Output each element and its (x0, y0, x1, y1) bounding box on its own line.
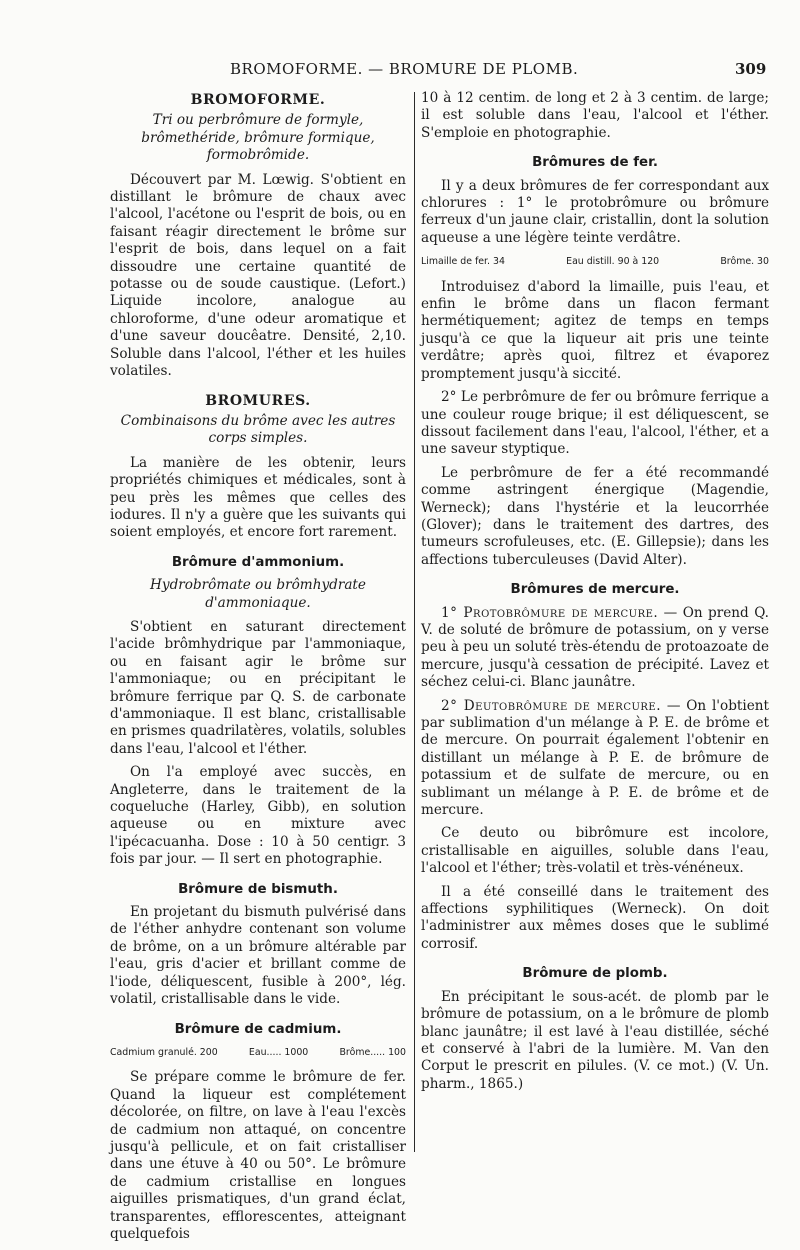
recipe-item: Eau distill. 90 à 120 (566, 256, 660, 268)
section-mercure (421, 581, 769, 953)
paragraph (421, 605, 769, 692)
running-head-title: BROMOFORME. — BROMURE DE PLOMB. (230, 60, 579, 78)
section-ammonium (110, 554, 406, 869)
recipe-item: Eau..... 1000 (248, 1046, 309, 1058)
paragraph: Ce deuto ou bibrômure est incolore, cristallisable en aiguilles, soluble dans l'eau, l'alcool et l'éther; très-volatil et très-vénéneux. (421, 825, 769, 877)
paragraph: En projetant du bismuth pulvérisé dans de l'éther anhydre contenant son volume de brôme, on a un brômure altérable par l'eau, gris d'acier et brillant comme de l'iode, déliquescent, fusible à 200°, lég. volatil, cristallisable dans le vide. (110, 904, 406, 1008)
left-column (110, 90, 406, 1249)
recipe-fer (421, 253, 769, 270)
subtitle-bromures: Combinaisons du brôme avec les autres corps simples. (120, 412, 396, 447)
heading-bismuth: Brômure de bismuth. (178, 881, 338, 897)
paragraph: Il a été conseillé dans le traitement des affections syphilitiques (Werneck). On doit l'administrer aux mêmes doses que le sublimé corrosif. (421, 883, 769, 952)
synonyms-ammonium: Hydrobrômate ou brômhydrate d'ammoniaque. (150, 577, 366, 611)
paragraph: La manière de les obtenir, leurs propriétés chimiques et médicales, sont à peu près les mêmes que celles des iodures. Il n'y a guère que les suivants qui soient employés, et encore fort rarement. (110, 454, 406, 541)
heading-bromures: BROMURES. (205, 392, 311, 409)
heading-bromoforme: BROMOFORME. (190, 92, 326, 108)
lead-protobromure: 1° Protobrômure de mercure. (441, 604, 659, 621)
paragraph: Introduisez d'abord la limaille, puis l'eau, et enfin le brôme dans un flacon fermant hermétiquement; agitez de temps en temps jusqu'à ce que la liqueur ait pris une teinte verdâtre; après quoi, filtrez et évaporez promptement jusqu'à siccité. (421, 278, 769, 382)
recipe-item: Limaille de fer. 34 (421, 256, 505, 268)
paragraph: On l'a employé avec succès, en Angleterre, dans le traitement de la coqueluche (Harley, Gibb), en solution aqueuse ou en mixture avec l'ipécacuanha. Dose : 10 à 50 centigr. 3 fois par jour. — Il sert en photographie. (110, 764, 406, 868)
paragraph-text: — On prend Q. V. de soluté de brômure de potassium, on y verse peu à peu un soluté très-étendu de protoazoate de mercure, jusqu'à cessation de précipité. Lavez et séchez celui-ci. Blanc jaunâtre. (421, 604, 769, 691)
heading-ammonium: Brômure d'ammonium. (171, 554, 345, 570)
paragraph: En précipitant le sous-acét. de plomb par le brômure de potassium, on a le brômure de plomb blanc jaunâtre; il est lavé à l'eau distillée, séché et conservé à l'abri de la lumière. M. Van den Corput le prescrit en pilules. (V. ce mot.) (V. Un. pharm., 1865.) (421, 988, 769, 1092)
section-bismuth (110, 881, 406, 1009)
heading-plomb: Brômure de plomb. (522, 966, 668, 982)
paragraph: Découvert par M. Lœwig. S'obtient en distillant le brômure de chaux avec l'alcool, l'acétone ou l'esprit de bois, ou en faisant réagir directement le brôme sur l'esprit de bois, dans lequel on a fait dissoudre une certaine quantité de potasse ou de soude caustique. (Lefort.) Liquide incolore, analogue au chloroforme, d'une odeur aromatique et d'une saveur doucêatre. Densité, 2,10. Soluble dans l'alcool, l'éther et les huiles volatiles. (110, 171, 406, 380)
paragraph-continuation: 10 à 12 centim. de long et 2 à 3 centim. de large; il est soluble dans l'eau, l'alcool et l'éther. S'emploie en photographie. (421, 90, 769, 141)
paragraph: 2° Le perbrômure de fer ou brômure ferrique a une couleur rouge brique; il est déliquescent, se dissout facilement dans l'eau, l'alcool, l'éther, et a une saveur styptique. (421, 389, 769, 458)
paragraph: Il y a deux brômures de fer correspondant aux chlorures : 1° le protobrômure ou brômure ferreux d'un jaune clair, cristallin, dont la solution aqueuse a une légère teinte verdâtre. (421, 177, 769, 246)
section-cadmium (110, 1021, 406, 1244)
page-number: 309 (735, 60, 767, 78)
section-bromures (110, 393, 406, 542)
section-bromoforme (110, 92, 406, 381)
paragraph-text: — On l'obtient par sublimation d'un mélange à P. E. de brôme et de mercure. On pourrait également l'obtenir en distillant un mélange à P. E. de brômure de potassium et de sulfate de mercure, ou en sublimant un mélange à P. E. de brôme et de mercure. (421, 697, 769, 819)
heading-mercure: Brômures de mercure. (510, 582, 680, 598)
section-fer (421, 154, 769, 569)
section-plomb (421, 965, 769, 1093)
paragraph (421, 698, 769, 820)
heading-fer: Brômures de fer. (532, 155, 658, 171)
synonyms-bromoforme: Tri ou perbrômure de formyle, brômethéride, brômure formique, formobrômide. (141, 112, 375, 164)
lead-deutobromure: 2° Deutobrômure de mercure. (441, 697, 662, 714)
right-column (421, 90, 769, 1099)
heading-cadmium: Brômure de cadmium. (174, 1021, 342, 1037)
paragraph: S'obtient en saturant directement l'acide brômhydrique par l'ammoniaque, ou en faisant agir le brôme sur l'ammoniaque; ou en précipitant le brômure ferrique par Q. S. de carbonate d'ammoniaque. Il est blanc, cristallisable en prismes quadrilatères, volatils, solubles dans l'eau, l'alcool et l'éther. (110, 618, 406, 757)
recipe-item: Brôme..... 100 (339, 1046, 406, 1058)
recipe-item: Brôme. 30 (720, 256, 769, 268)
recipe-item: Cadmium granulé. 200 (110, 1046, 218, 1058)
recipe-cadmium (110, 1044, 406, 1061)
paragraph: Se prépare comme le brômure de fer. Quand la liqueur est complétement décolorée, on filtre, on lave à l'eau l'excès de cadmium non attaqué, on concentre jusqu'à pellicule, et on fait cristalliser dans une étuve à 40 ou 50°. Le brômure de cadmium cristallise en longues aiguilles prismatiques, d'un grand éclat, transparentes, efflorescentes, atteignant quelquefois (110, 1069, 406, 1242)
paragraph: Le perbrômure de fer a été recommandé comme astringent énergique (Magendie, Werneck); dans l'hystérie et la leucorrhée (Glover); dans le traitement des dartres, des tumeurs scrofuleuses, etc. (E. Gillepsie); dans les affections tuberculeuses (David Alter). (421, 464, 769, 568)
column-divider (414, 92, 415, 1152)
running-head (0, 60, 800, 82)
